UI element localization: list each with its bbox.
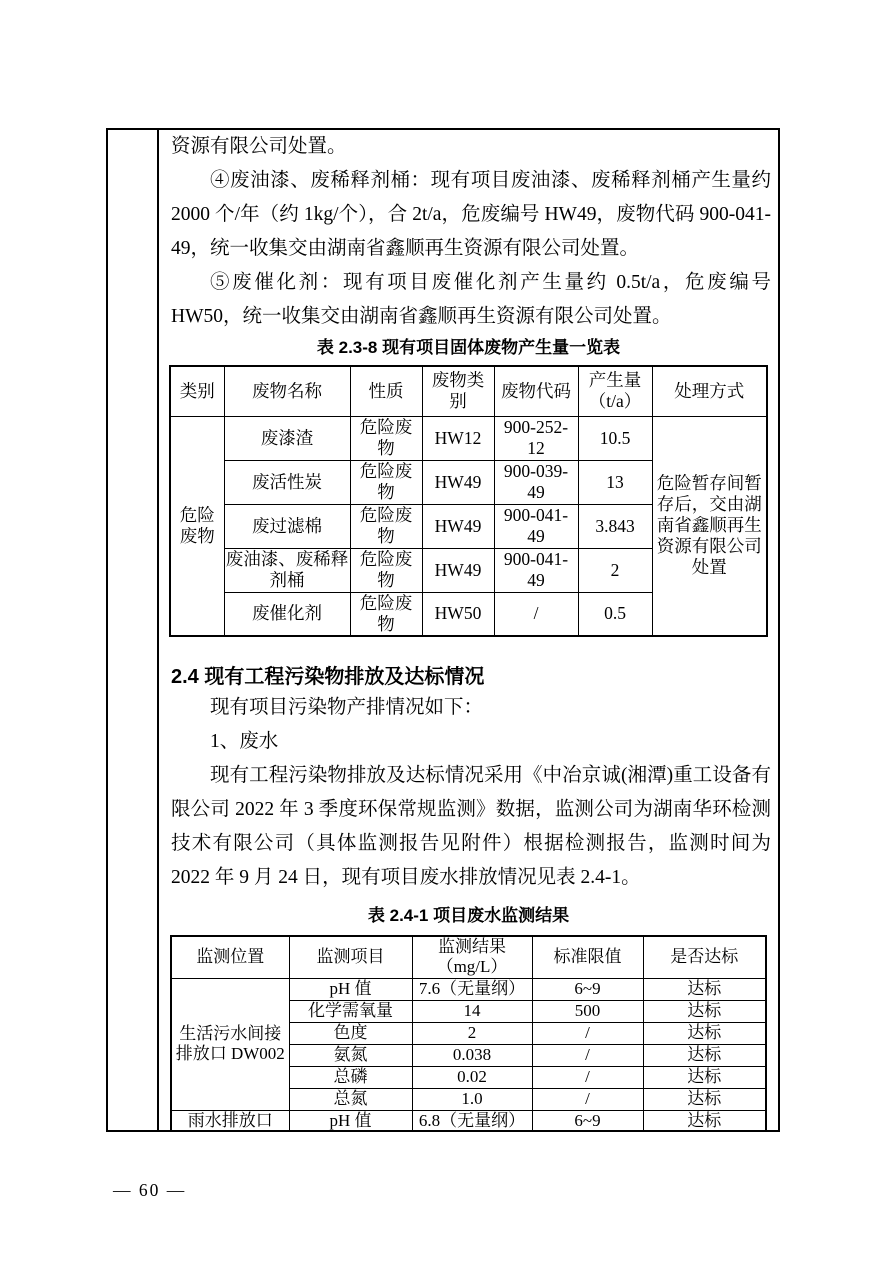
cell-nature: 危险废物 [350, 592, 422, 636]
cell-waste-class: HW12 [422, 416, 494, 460]
cell-nature: 危险废物 [350, 460, 422, 504]
column-header-disposal: 处理方式 [652, 366, 767, 416]
cell-amount: 2 [578, 548, 652, 592]
cell-location-dw002: 生活污水间接排放口 DW002 [171, 978, 289, 1110]
column-header-waste-code: 废物代码 [494, 366, 578, 416]
solid-waste-table-header-row [170, 366, 767, 416]
paragraph-item5-waste-catalyst: ⑤废催化剂：现有项目废催化剂产生量约 0.5t/a，危废编号 HW50，统一收集交由湖南省鑫顺再生资源有限公司处置。 [171, 272, 771, 327]
cell-item: 总氮 [289, 1088, 412, 1110]
cell-amount: 3.843 [578, 504, 652, 548]
cell-waste-name: 废活性炭 [224, 460, 350, 504]
solid-waste-table [169, 365, 768, 637]
cell-nature: 危险废物 [350, 504, 422, 548]
wastewater-table-header-row [171, 936, 766, 978]
cell-limit: / [532, 1066, 643, 1088]
cell-item: 总磷 [289, 1066, 412, 1088]
column-header-monitoring-item: 监测项目 [289, 936, 412, 978]
cell-waste-name: 废漆渣 [224, 416, 350, 460]
cell-item: pH 值 [289, 978, 412, 1000]
cell-result: 1.0 [412, 1088, 532, 1110]
paragraph-item4-waste-paint-buckets: ④废油漆、废稀释剂桶：现有项目废油漆、废稀释剂桶产生量约 2000 个/年（约 1kg/个），合 2t/a，危废编号 HW49，废物代码 900-041-49，统一收集交由湖南省鑫顺再生资源有限公司处置。 [171, 170, 771, 259]
wastewater-monitoring-table [170, 935, 767, 1130]
wastewater-table-caption: 表 2.4-1 项目废水监测结果 [367, 906, 570, 925]
column-header-waste-name: 废物名称 [224, 366, 350, 416]
cell-result: 2 [412, 1022, 532, 1044]
cell-status: 达标 [643, 1044, 766, 1066]
cell-waste-class: HW49 [422, 504, 494, 548]
cell-limit: 6~9 [532, 978, 643, 1000]
cell-status: 达标 [643, 1066, 766, 1088]
cell-waste-code: 900-041-49 [494, 504, 578, 548]
cell-item: pH 值 [289, 1110, 412, 1130]
column-header-monitoring-location: 监测位置 [171, 936, 289, 978]
cell-category-group: 危险废物 [170, 416, 224, 636]
column-header-monitoring-result: 监测结果（mg/L） [412, 936, 532, 978]
cell-location-rainwater: 雨水排放口 [171, 1110, 289, 1130]
cell-limit: 6~9 [532, 1110, 643, 1130]
cell-disposal-method: 危险暂存间暂存后，交由湖南省鑫顺再生资源有限公司处置 [652, 416, 767, 636]
cell-result: 0.038 [412, 1044, 532, 1066]
cell-waste-name: 废油漆、废稀释剂桶 [225, 549, 349, 590]
cell-status: 达标 [643, 1022, 766, 1044]
cell-waste-name: 废催化剂 [224, 592, 350, 636]
cell-limit: 500 [532, 1000, 643, 1022]
page-number: — 60 — [113, 1180, 187, 1200]
cell-item: 氨氮 [289, 1044, 412, 1066]
paragraph-list-item-wastewater: 1、废水 [210, 731, 279, 752]
document-page-frame [106, 128, 780, 1132]
cell-limit: / [532, 1088, 643, 1110]
cell-status: 达标 [643, 1110, 766, 1130]
page-frame-gutter-column [108, 130, 159, 1130]
column-header-category: 类别 [170, 366, 224, 416]
column-header-compliance: 是否达标 [643, 936, 766, 978]
document-body [159, 130, 778, 1130]
paragraph-intro: 现有项目污染物产排情况如下： [210, 697, 484, 718]
column-header-waste-class: 废物类别 [422, 366, 494, 416]
cell-nature: 危险废物 [350, 416, 422, 460]
cell-waste-code: 900-252-12 [494, 416, 578, 460]
cell-nature: 危险废物 [350, 548, 422, 592]
cell-status: 达标 [643, 978, 766, 1000]
section-heading-2-4: 2.4 现有工程污染物排放及达标情况 [171, 666, 485, 688]
cell-amount: 13 [578, 460, 652, 504]
solid-waste-table-caption: 表 2.3-8 现有项目固体废物产生量一览表 [316, 338, 621, 357]
cell-limit: / [532, 1022, 643, 1044]
paragraph-monitoring-description: 现有工程污染物排放及达标情况采用《中冶京诚(湘潭)重工设备有限公司 2022 年 3 季度环保常规监测》数据，监测公司为湖南华环检测技术有限公司（具体监测报告见附件）根据检测报告，监测时间为 2022 年 9 月 24 日，现有项目废水排放情况见表 2.4-1。 [171, 765, 771, 888]
cell-waste-class: HW49 [422, 548, 494, 592]
table-row [170, 416, 767, 460]
cell-waste-code: 900-041-49 [494, 548, 578, 592]
paragraph-continuation: 资源有限公司处置。 [171, 136, 347, 157]
column-header-nature: 性质 [350, 366, 422, 416]
cell-amount: 0.5 [578, 592, 652, 636]
column-header-standard-limit: 标准限值 [532, 936, 643, 978]
cell-waste-class: HW50 [422, 592, 494, 636]
cell-limit: / [532, 1044, 643, 1066]
cell-waste-code: / [494, 592, 578, 636]
cell-result: 6.8（无量纲） [412, 1110, 532, 1130]
column-header-amount: 产生量（t/a） [578, 366, 652, 416]
cell-waste-class: HW49 [422, 460, 494, 504]
cell-result: 14 [412, 1000, 532, 1022]
cell-status: 达标 [643, 1000, 766, 1022]
table-row [171, 978, 766, 1000]
cell-waste-name: 废过滤棉 [224, 504, 350, 548]
cell-amount: 10.5 [578, 416, 652, 460]
table-row [171, 1110, 766, 1130]
cell-item: 化学需氧量 [289, 1000, 412, 1022]
cell-result: 7.6（无量纲） [412, 978, 532, 1000]
cell-item: 色度 [289, 1022, 412, 1044]
cell-waste-code: 900-039-49 [494, 460, 578, 504]
cell-status: 达标 [643, 1088, 766, 1110]
cell-result: 0.02 [412, 1066, 532, 1088]
